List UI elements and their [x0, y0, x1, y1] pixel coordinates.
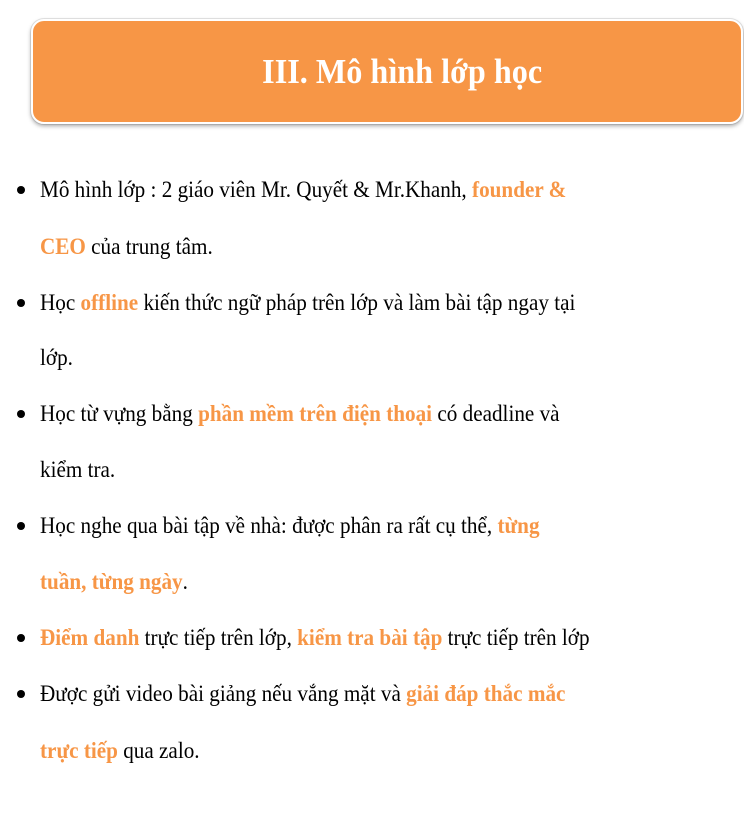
section-title-banner [31, 19, 743, 124]
body-text: Học nghe qua bài tập về nhà: được phân ra rất cụ thể, [40, 513, 498, 538]
body-text: kiểm tra. [40, 457, 116, 482]
list-item-line [40, 567, 188, 597]
list-item-line [40, 399, 560, 429]
list-item-line [40, 343, 73, 373]
highlight-text: trực tiếp [40, 738, 118, 763]
highlight-text: offline [80, 290, 139, 315]
highlight-text: tuần, từng ngày [40, 569, 183, 594]
body-text: trực tiếp trên lớp [442, 625, 590, 650]
bullet-icon [17, 522, 25, 530]
highlight-text: kiểm tra bài tập [297, 625, 443, 650]
body-text: có deadline và [432, 401, 560, 426]
body-text: kiến thức ngữ pháp trên lớp và làm bài tập ngay tại [138, 290, 576, 315]
list-item-line [40, 511, 540, 541]
body-text: Mô hình lớp : 2 giáo viên Mr. Quyết & Mr.Khanh, [40, 177, 473, 202]
body-text: Được gửi video bài giảng nếu vắng mặt và [40, 681, 407, 706]
body-text: Học từ vựng bằng [40, 401, 199, 426]
body-text: trực tiếp trên lớp, [139, 625, 298, 650]
body-text: lớp. [40, 345, 73, 370]
bullet-icon [17, 299, 25, 307]
highlight-text: phần mềm trên điện thoại [198, 401, 433, 426]
body-text: Học [40, 290, 81, 315]
list-item-line [40, 679, 565, 709]
bullet-icon [17, 634, 25, 642]
highlight-text: giải đáp thắc mắc [406, 681, 566, 706]
body-text: của trung tâm. [85, 234, 213, 259]
list-item-line [40, 623, 590, 653]
highlight-text: founder & [472, 177, 567, 202]
section-title: III. Mô hình lớp học [262, 51, 542, 91]
bullet-icon [17, 410, 25, 418]
body-text: . [182, 569, 188, 594]
list-item-line [40, 232, 213, 262]
bullet-icon [17, 186, 25, 194]
bullet-icon [17, 690, 25, 698]
list-item-line [40, 736, 200, 766]
highlight-text: Điểm danh [40, 625, 140, 650]
list-item-line [40, 175, 566, 205]
highlight-text: từng [497, 513, 540, 538]
list-item-line [40, 455, 115, 485]
body-text: qua zalo. [117, 738, 200, 763]
highlight-text: CEO [40, 234, 86, 259]
list-item-line [40, 288, 575, 318]
